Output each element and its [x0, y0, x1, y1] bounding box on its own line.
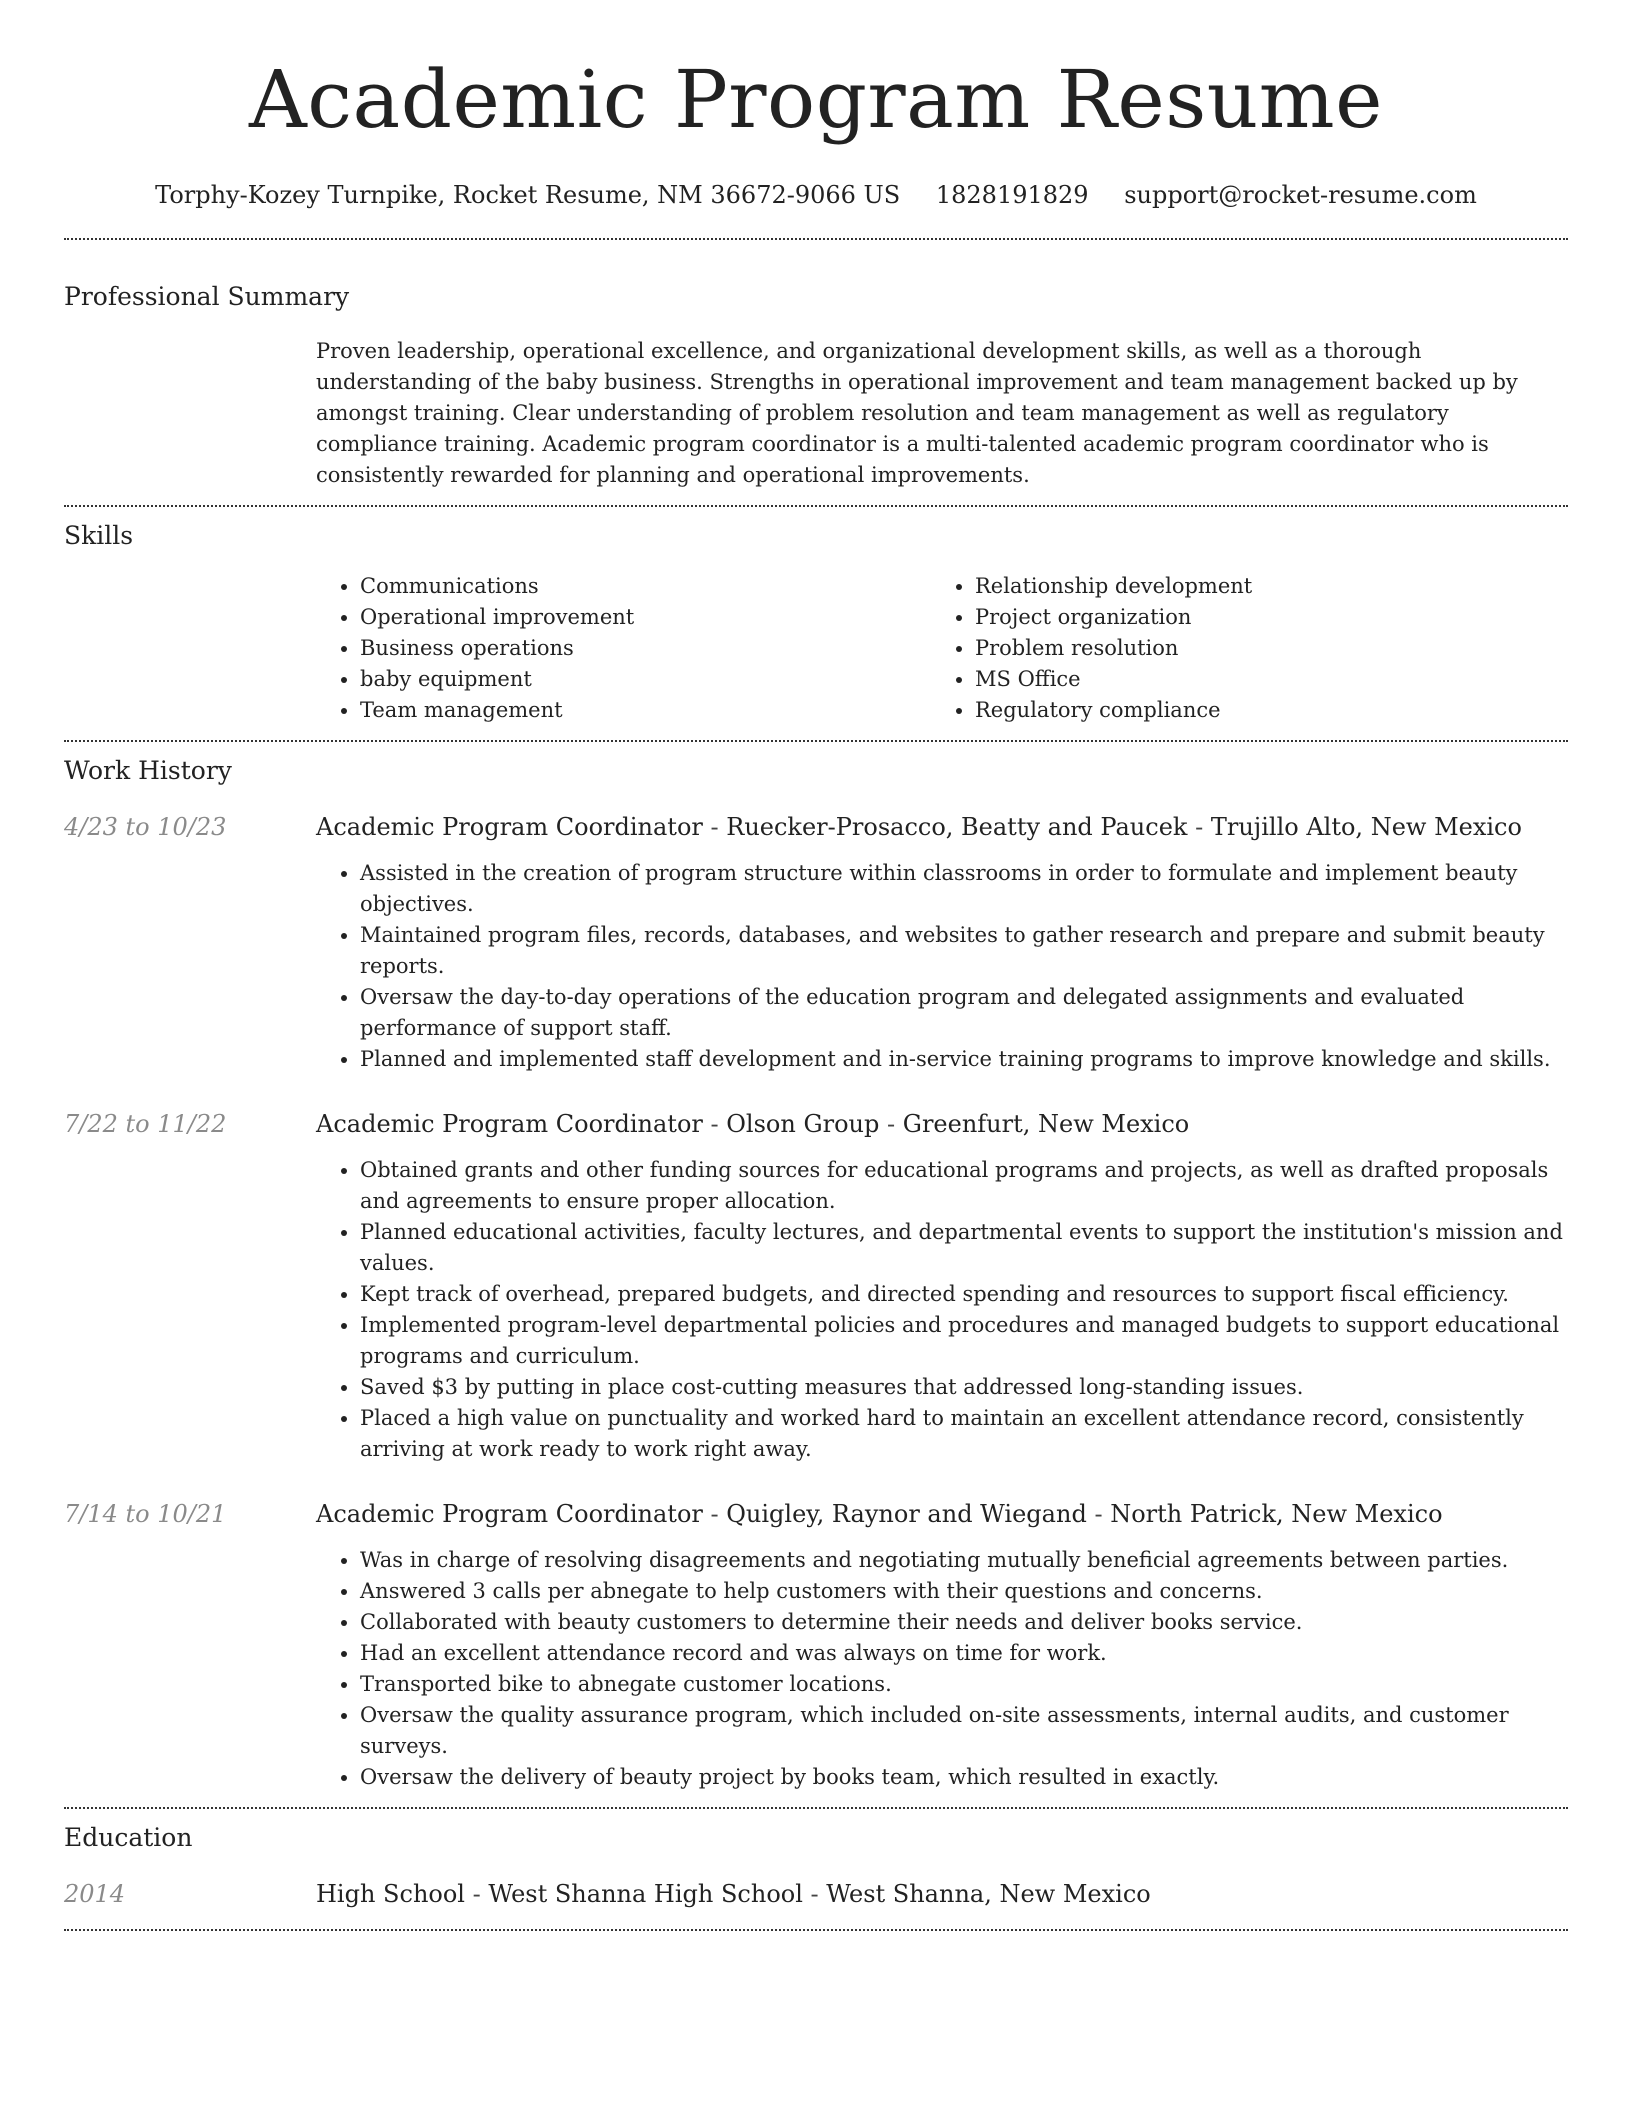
skill-item: • Team management [360, 695, 931, 726]
job-bullet: • Planned educational activities, faculty lectures, and departmental events to support the institution's mission and values. [360, 1217, 1568, 1279]
skill-item: • Operational improvement [360, 602, 931, 633]
job-location: North Patrick, New Mexico [1110, 1500, 1443, 1528]
skill-item: • Regulatory compliance [975, 695, 1546, 726]
separator: - [810, 1880, 819, 1908]
section-heading-skills: Skills [64, 521, 134, 550]
job-dates: 4/23 to 10/23 [64, 813, 227, 841]
job-title: Academic Program Coordinator [316, 1500, 703, 1528]
contact-line [64, 178, 1568, 212]
education-year: 2014 [64, 1880, 126, 1908]
skills-list-left [316, 571, 931, 726]
education-section [64, 1809, 1568, 1911]
job-details [316, 1497, 1568, 1793]
skills-section [64, 507, 1568, 726]
job-bullet: • Implemented program-level departmental policies and procedures and managed budgets to support educational programs and curriculum. [360, 1310, 1568, 1372]
separator: - [887, 1110, 896, 1138]
job-entry [64, 810, 1568, 1075]
education-location: West Shanna, New Mexico [826, 1880, 1151, 1908]
job-bullet: • Had an excellent attendance record and was always on time for work. [360, 1638, 1568, 1669]
job-dates: 7/14 to 10/21 [64, 1500, 227, 1528]
contact-phone: 1828191829 [935, 181, 1089, 209]
summary-text: Proven leadership, operational excellence, and organizational development skills, as well as a thorough understanding of the baby business. Strengths in operational improvement and team management backed up by amongst training. Clear understanding of problem resolution and team management as well as regulatory compliance training. Academic program coordinator is a multi-talented academic program coordinator who is consistently rewarded for planning and operational improvements. [316, 339, 1518, 487]
job-bullet: • Assisted in the creation of program structure within classrooms in order to formulate and implement beauty objectives. [360, 858, 1568, 920]
job-bullet: • Collaborated with beauty customers to determine their needs and deliver books service. [360, 1607, 1568, 1638]
job-bullet: • Placed a high value on punctuality and worked hard to maintain an excellent attendance record, consistently arriving at work ready to work right away. [360, 1403, 1568, 1465]
job-bullet: • Saved $3 by putting in place cost-cutting measures that addressed long-standing issues. [360, 1372, 1568, 1403]
separator: - [710, 1110, 719, 1138]
contact-address: Torphy-Kozey Turnpike, Rocket Resume, NM 36672-9066 US [155, 181, 901, 209]
job-company: Ruecker-Prosacco, Beatty and Paucek [726, 813, 1188, 841]
job-entry [64, 1497, 1568, 1793]
work-section [64, 742, 1568, 1793]
job-bullet: • Was in charge of resolving disagreements and negotiating mutually beneficial agreements between parties. [360, 1545, 1568, 1576]
skill-item: • Business operations [360, 633, 931, 664]
skill-item: • Relationship development [975, 571, 1546, 602]
job-bullet: • Planned and implemented staff development and in-service training programs to improve knowledge and skills. [360, 1044, 1568, 1075]
separator: - [1094, 1500, 1103, 1528]
summary-section [64, 240, 1568, 491]
job-heading [316, 1107, 1568, 1141]
section-heading-education: Education [64, 1823, 193, 1852]
divider [64, 1929, 1568, 1931]
resume-page [64, 0, 1568, 1931]
job-bullet: • Obtained grants and other funding sources for educational programs and projects, as well as drafted proposals and agreements to ensure proper allocation. [360, 1155, 1568, 1217]
section-heading-work: Work History [64, 756, 232, 785]
job-bullets [316, 1155, 1568, 1465]
skill-item: • Project organization [975, 602, 1546, 633]
job-location: Trujillo Alto, New Mexico [1210, 813, 1522, 841]
job-bullet: • Transported bike to abnegate customer locations. [360, 1669, 1568, 1700]
separator: - [710, 813, 719, 841]
skills-list-right [931, 571, 1546, 726]
education-heading [316, 1877, 1568, 1911]
job-entry [64, 1107, 1568, 1465]
separator: - [1195, 813, 1204, 841]
skill-item: • baby equipment [360, 664, 931, 695]
contact-email: support@rocket-resume.com [1124, 181, 1477, 209]
job-bullet: • Answered 3 calls per abnegate to help customers with their questions and concerns. [360, 1576, 1568, 1607]
job-details [316, 1107, 1568, 1465]
resume-title: Academic Program Resume [248, 53, 1384, 146]
education-degree: High School [316, 1880, 465, 1908]
job-heading [316, 810, 1568, 844]
skills-columns [316, 571, 1568, 726]
skill-item: • Problem resolution [975, 633, 1546, 664]
separator: - [710, 1500, 719, 1528]
skill-item: • MS Office [975, 664, 1546, 695]
separator: - [472, 1880, 481, 1908]
job-bullet: • Maintained program files, records, databases, and websites to gather research and prepare and submit beauty reports. [360, 920, 1568, 982]
job-title: Academic Program Coordinator [316, 813, 703, 841]
job-title: Academic Program Coordinator [316, 1110, 703, 1138]
job-bullets [316, 1545, 1568, 1793]
job-bullet: • Kept track of overhead, prepared budgets, and directed spending and resources to support fiscal efficiency. [360, 1279, 1568, 1310]
job-company: Quigley, Raynor and Wiegand [726, 1500, 1087, 1528]
job-bullets [316, 858, 1568, 1075]
education-entry [64, 1877, 1568, 1911]
job-dates: 7/22 to 11/22 [64, 1110, 227, 1138]
job-bullet: • Oversaw the day-to-day operations of the education program and delegated assignments and evaluated performance of support staff. [360, 982, 1568, 1044]
job-details [316, 810, 1568, 1075]
job-company: Olson Group [726, 1110, 880, 1138]
job-bullet: • Oversaw the delivery of beauty project by books team, which resulted in exactly. [360, 1762, 1568, 1793]
skill-item: • Communications [360, 571, 931, 602]
summary-body [316, 336, 1568, 491]
job-heading [316, 1497, 1568, 1531]
education-details [316, 1877, 1568, 1911]
job-bullet: • Oversaw the quality assurance program, which included on-site assessments, internal audits, and customer surveys. [360, 1700, 1568, 1762]
section-heading-summary: Professional Summary [64, 282, 350, 311]
education-school: West Shanna High School [488, 1880, 803, 1908]
job-location: Greenfurt, New Mexico [902, 1110, 1190, 1138]
